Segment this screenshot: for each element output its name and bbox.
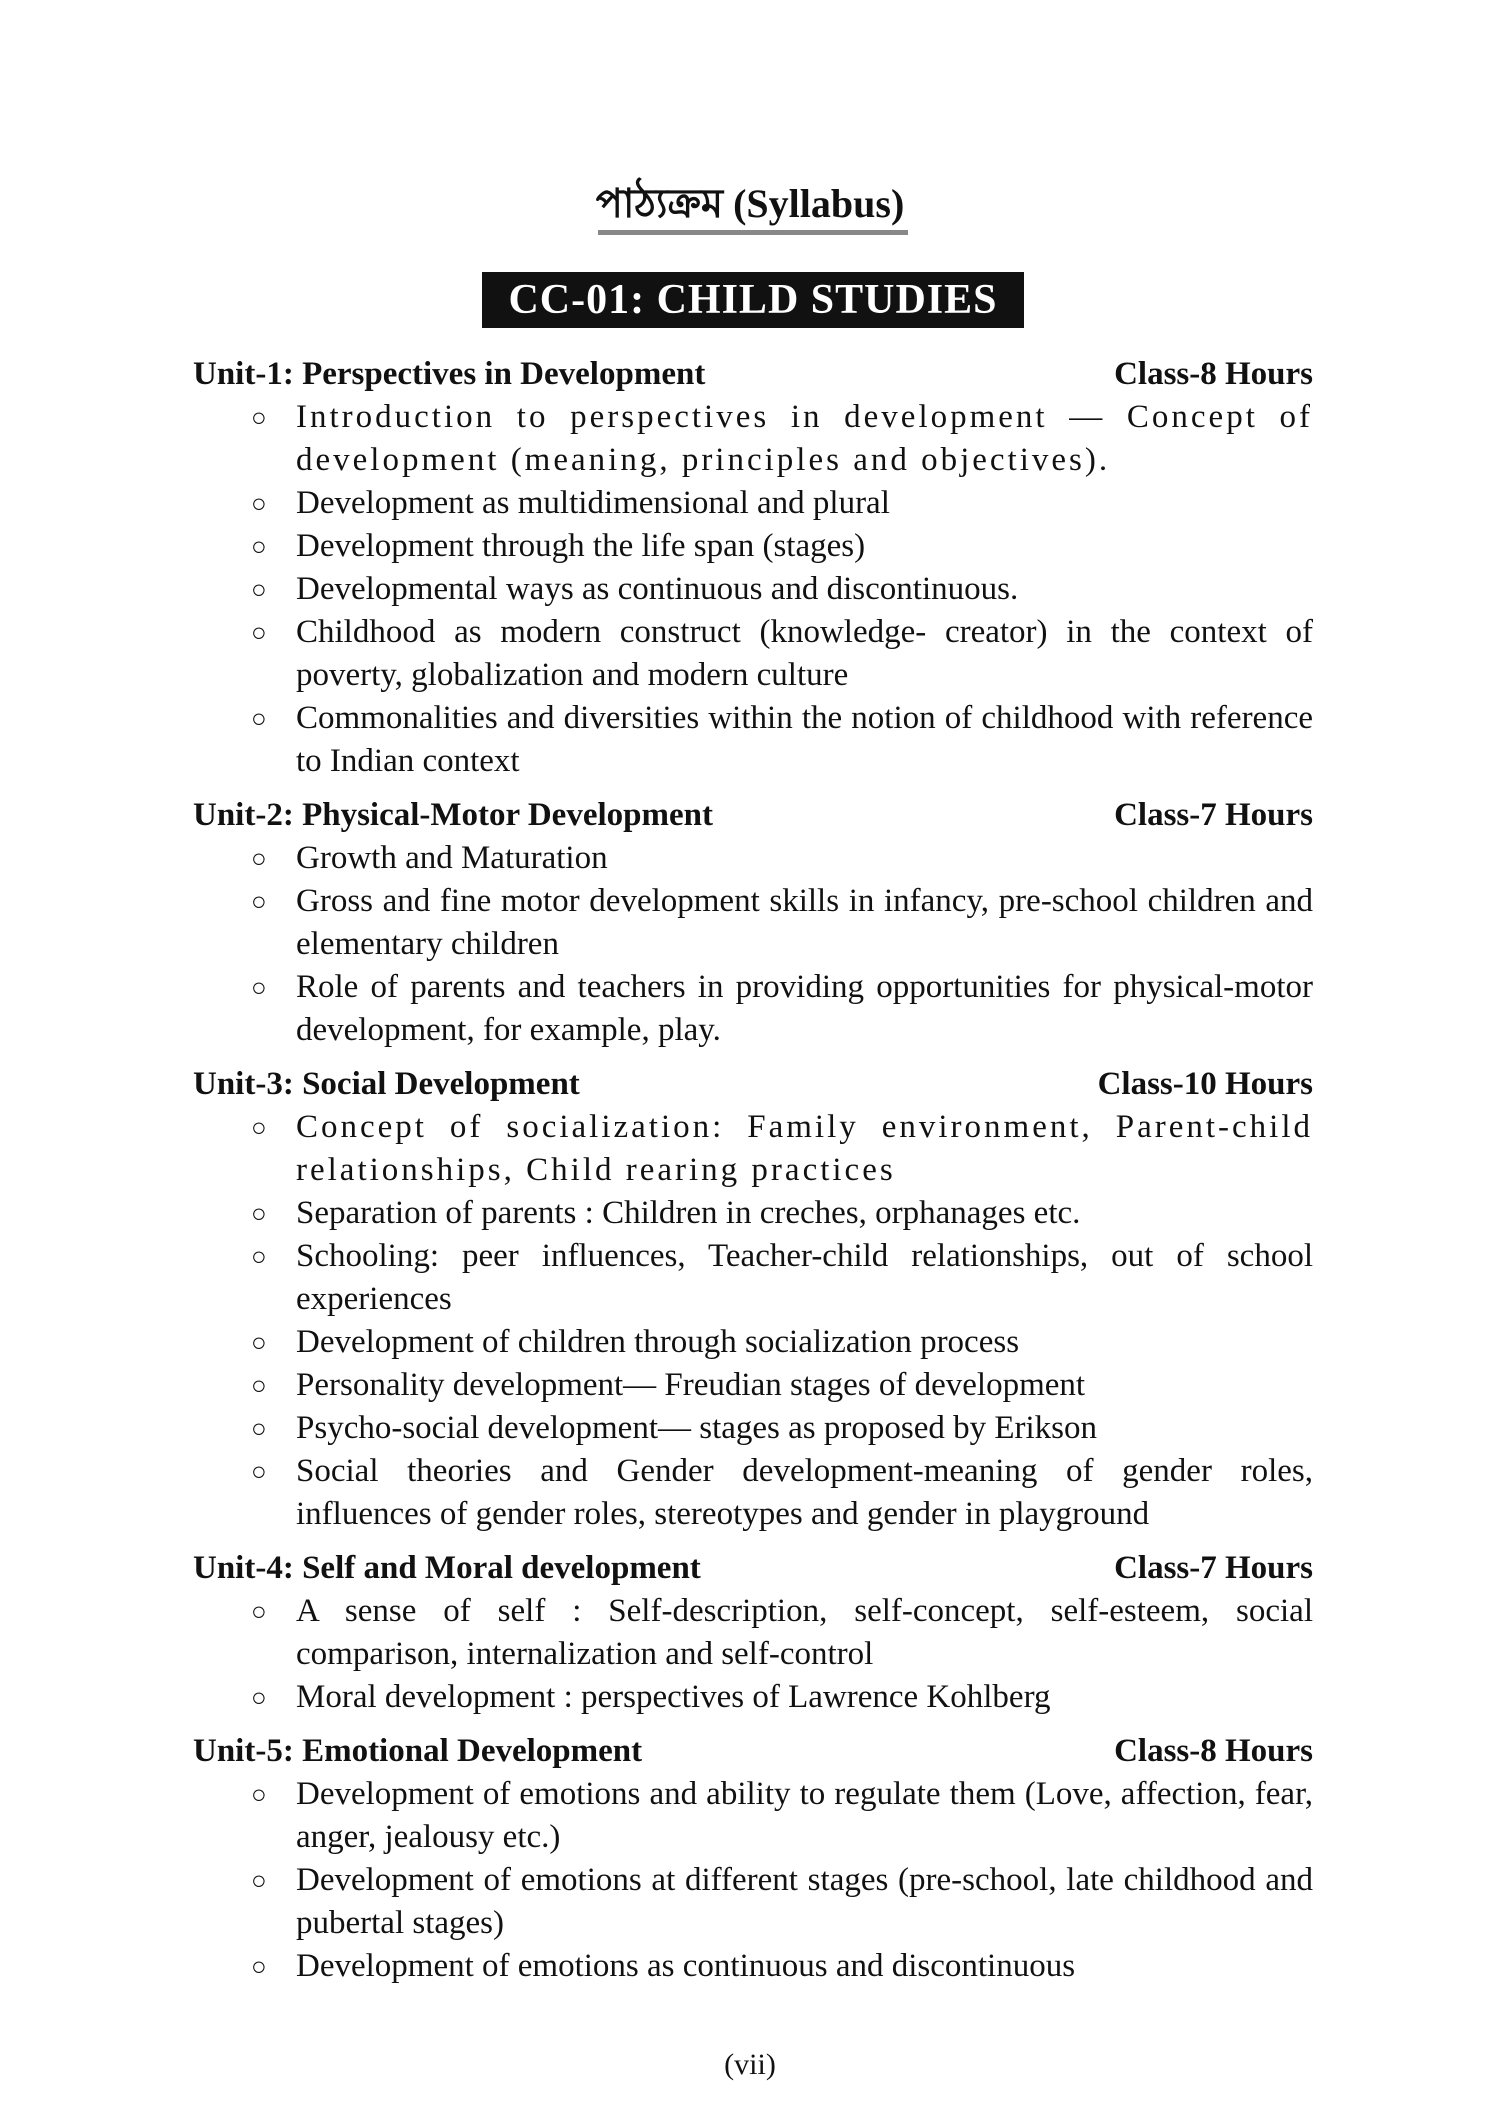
unit-title: Unit-2: Physical-Motor Development — [193, 797, 713, 833]
unit-heading — [193, 1729, 1313, 1773]
hollow-circle-bullet-icon: ○ — [251, 1371, 267, 1400]
hollow-circle-bullet-icon: ○ — [251, 1866, 267, 1895]
list-item: ○ Social theories and Gender development-meaning of gender roles, influences of gender roles, stereotypes and gender in playground — [193, 1450, 1313, 1536]
list-item: ○ Separation of parents : Children in creches, orphanages etc. — [193, 1192, 1313, 1235]
list-item: ○ Gross and fine motor development skills in infancy, pre-school children and elementary children — [193, 880, 1313, 966]
list-item: ○ Development of emotions as continuous and discontinuous — [193, 1945, 1313, 1988]
hollow-circle-bullet-icon: ○ — [251, 1242, 267, 1271]
unit-title: Unit-5: Emotional Development — [193, 1733, 643, 1769]
hollow-circle-bullet-icon: ○ — [251, 1113, 270, 1142]
page-title-text: পাঠ্যক্রম (Syllabus) — [595, 181, 905, 226]
hollow-circle-bullet-icon: ○ — [251, 1952, 267, 1981]
list-item: ○ Psycho-social development— stages as proposed by Erikson — [193, 1407, 1313, 1450]
hollow-circle-bullet-icon: ○ — [251, 1780, 267, 1809]
unit-3 — [193, 1062, 1313, 1536]
list-item: ○ A sense of self : Self-description, self-concept, self-esteem, social comparison, internalization and self-control — [193, 1590, 1313, 1676]
unit-hours: Class-7 Hours — [1114, 1550, 1313, 1586]
unit-hours: Class-8 Hours — [1114, 1733, 1313, 1769]
hollow-circle-bullet-icon: ○ — [251, 403, 270, 432]
unit-title: Unit-3: Social Development — [193, 1066, 580, 1102]
list-item: ○ Developmental ways as continuous and discontinuous. — [193, 568, 1313, 611]
list-item: ○ Growth and Maturation — [193, 837, 1313, 880]
hollow-circle-bullet-icon: ○ — [251, 1199, 267, 1228]
hollow-circle-bullet-icon: ○ — [251, 575, 267, 604]
list-item: ○ Personality development— Freudian stages of development — [193, 1364, 1313, 1407]
list-item: ○ Role of parents and teachers in providing opportunities for physical-motor development, for example, play. — [193, 966, 1313, 1052]
unit-2 — [193, 793, 1313, 1052]
unit-topic-list — [193, 837, 1313, 1052]
unit-hours: Class-8 Hours — [1114, 356, 1313, 392]
unit-heading — [193, 352, 1313, 396]
unit-title: Unit-4: Self and Moral development — [193, 1550, 701, 1586]
unit-hours: Class-10 Hours — [1097, 1066, 1313, 1102]
list-item: ○ Development as multidimensional and plural — [193, 482, 1313, 525]
list-item: ○ Childhood as modern construct (knowledge- creator) in the context of poverty, globalization and modern culture — [193, 611, 1313, 697]
hollow-circle-bullet-icon: ○ — [251, 1597, 267, 1626]
hollow-circle-bullet-icon: ○ — [251, 973, 267, 1002]
unit-heading — [193, 793, 1313, 837]
list-item: ○ Concept of socialization: Family environment, Parent-child relationships, Child rearing practices — [193, 1106, 1313, 1192]
unit-topic-list — [193, 396, 1313, 783]
unit-4 — [193, 1546, 1313, 1719]
list-item: ○ Commonalities and diversities within the notion of childhood with reference to Indian context — [193, 697, 1313, 783]
unit-title: Unit-1: Perspectives in Development — [193, 356, 706, 392]
list-item: ○ Development of emotions and ability to regulate them (Love, affection, fear, anger, jealousy etc.) — [193, 1773, 1313, 1859]
unit-5 — [193, 1729, 1313, 1988]
list-item: ○ Development of emotions at different stages (pre-school, late childhood and pubertal stages) — [193, 1859, 1313, 1945]
list-item: ○ Introduction to perspectives in development — Concept of development (meaning, principles and objectives). — [193, 396, 1313, 482]
hollow-circle-bullet-icon: ○ — [251, 618, 267, 647]
hollow-circle-bullet-icon: ○ — [251, 844, 267, 873]
unit-1 — [193, 352, 1313, 783]
hollow-circle-bullet-icon: ○ — [251, 887, 267, 916]
hollow-circle-bullet-icon: ○ — [251, 704, 267, 733]
title-underline — [598, 230, 908, 235]
hollow-circle-bullet-icon: ○ — [251, 1414, 267, 1443]
syllabus-content — [193, 352, 1313, 1998]
page-number: (vii) — [724, 2048, 776, 2081]
unit-topic-list — [193, 1590, 1313, 1719]
list-item: ○ Development of children through socialization process — [193, 1321, 1313, 1364]
course-title-banner: CC-01: CHILD STUDIES — [482, 272, 1024, 328]
unit-topic-list — [193, 1106, 1313, 1536]
list-item: ○ Moral development : perspectives of Lawrence Kohlberg — [193, 1676, 1313, 1719]
hollow-circle-bullet-icon: ○ — [251, 1683, 267, 1712]
list-item: ○ Development through the life span (stages) — [193, 525, 1313, 568]
hollow-circle-bullet-icon: ○ — [251, 489, 267, 518]
hollow-circle-bullet-icon: ○ — [251, 1457, 267, 1486]
list-item: ○ Schooling: peer influences, Teacher-child relationships, out of school experiences — [193, 1235, 1313, 1321]
hollow-circle-bullet-icon: ○ — [251, 1328, 267, 1357]
unit-heading — [193, 1546, 1313, 1590]
hollow-circle-bullet-icon: ○ — [251, 532, 267, 561]
unit-heading — [193, 1062, 1313, 1106]
unit-topic-list — [193, 1773, 1313, 1988]
unit-hours: Class-7 Hours — [1114, 797, 1313, 833]
